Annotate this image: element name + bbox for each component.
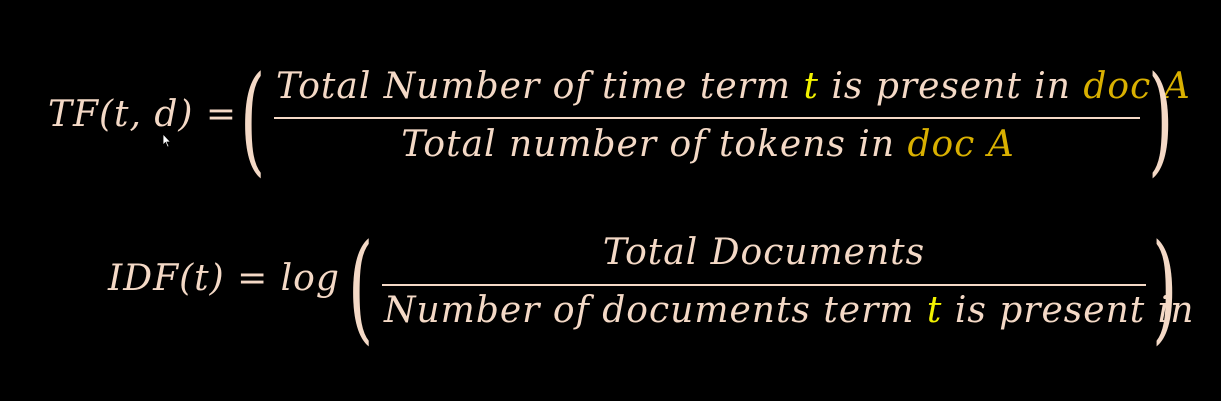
tf-open-paren: ( — [240, 50, 266, 188]
idf-denominator — [384, 290, 1195, 331]
idf-numerator: Total Documents — [602, 232, 926, 273]
tf-numerator-text-2: is present in — [818, 66, 1084, 107]
mouse-pointer-icon — [162, 133, 172, 149]
tf-denominator — [276, 124, 1140, 165]
tf-numerator-term: t — [803, 66, 819, 107]
tf-numerator-doc: doc A — [1083, 66, 1191, 107]
tf-lhs: TF(t, d) = — [48, 94, 238, 135]
idf-denominator-term: t — [926, 290, 943, 331]
tf-close-paren: ) — [1148, 50, 1174, 188]
idf-close-paren: ) — [1152, 218, 1178, 356]
idf-denominator-text-1: Number of documents term — [384, 290, 927, 331]
tf-fraction-bar — [274, 117, 1140, 119]
tf-denominator-doc: doc A — [907, 124, 1015, 165]
tf-numerator-text-1: Total Number of time term — [276, 66, 804, 107]
tf-numerator — [276, 66, 1191, 107]
idf-open-paren: ( — [348, 218, 374, 356]
idf-fraction-bar — [382, 284, 1146, 286]
idf-denominator-text-2: is present in — [942, 290, 1195, 331]
idf-lhs: IDF(t) = log — [108, 258, 340, 299]
tf-denominator-text: Total number of tokens in — [401, 124, 908, 165]
